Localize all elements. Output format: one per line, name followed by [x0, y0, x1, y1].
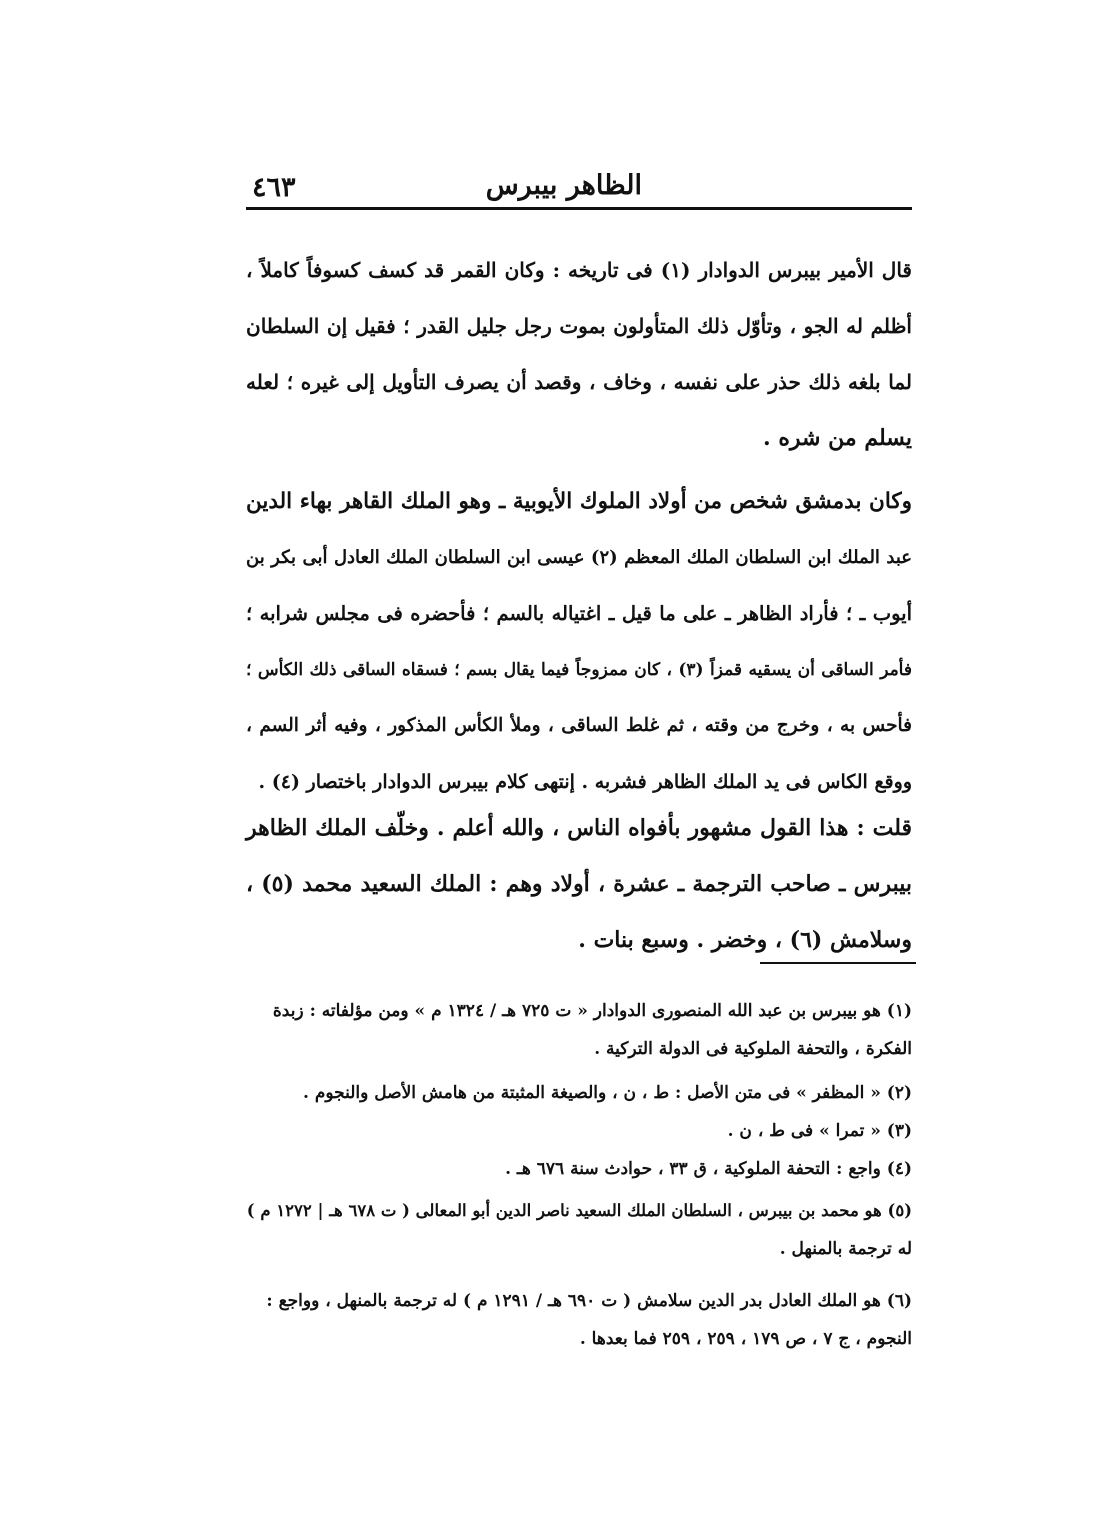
footnote-6: [246, 1282, 912, 1358]
footnote-2: [246, 1074, 912, 1112]
footnote-line: (٣) « تمرا » فى ط ، ن .: [727, 1121, 912, 1141]
footnote-line: (٤) واجع : التحفة الملوكية ، ق ٣٣ ، حوادث سنة ٦٧٦ هـ .: [505, 1159, 912, 1179]
text-line: لما بلغه ذلك حذر على نفسه ، وخاف ، وقصد أن يصرف التأويل إلى غيره ؛ لعله: [246, 370, 912, 394]
footnote-5: [246, 1192, 912, 1268]
text-line: بيبرس ـ صاحب الترجمة ـ عشرة ، أولاد وهم : الملك السعيد محمد (٥) ،: [246, 871, 912, 897]
text-line: أيوب ـ ؛ فأراد الظاهر ـ على ما قيل ـ اغتياله بالسم ؛ فأحضره فى مجلس شرابه ؛: [246, 602, 912, 625]
header-rule: [246, 207, 912, 210]
text-line: ووقع الكاس فى يد الملك الظاهر فشربه . إنتهى كلام بيبرس الدوادار باختصار (٤) .: [258, 771, 912, 793]
footnote-4: [246, 1150, 912, 1188]
footnote-rule: [760, 962, 916, 964]
footnote-3: [246, 1112, 912, 1150]
paragraph-1: [246, 242, 912, 466]
footnote-line: (٦) هو الملك العادل بدر الدين سلامش ( ت ٦٩٠ هـ / ١٢٩١ م ) له ترجمة بالمنهل ، وواجع :: [266, 1291, 912, 1311]
text-line: عبد الملك ابن السلطان الملك المعظم (٢) عيسى ابن السلطان الملك العادل أبى بكر بن: [246, 547, 913, 568]
text-line: قلت : هذا القول مشهور بأفواه الناس ، والله أعلم . وخلّف الملك الظاهر: [246, 815, 912, 841]
footnote-line: له ترجمة بالمنهل .: [779, 1239, 912, 1259]
footnote-line: النجوم ، ج ٧ ، ص ١٧٩ ، ٢٥٩ ، ٢٥٩ فما بعدها .: [579, 1329, 912, 1349]
text-line: فأحس به ، وخرج من وقته ، ثم غلط الساقى ، وملأ الكأس المذكور ، وفيه أثر السم ،: [246, 715, 912, 736]
text-line: قال الأمير بيبرس الدوادار (١) فى تاريخه : وكان القمر قد كسف كسوفاً كاملاً ،: [246, 258, 912, 282]
paragraph-3: [246, 800, 912, 968]
footnote-line: (٥) هو محمد بن بيبرس ، السلطان الملك السعيد ناصر الدين أبو المعالى ( ت ٦٧٨ هـ | ١٢٧٢ م ): [246, 1201, 912, 1220]
footnote-line: الفكرة ، والتحفة الملوكية فى الدولة التركية .: [594, 1039, 912, 1059]
text-line: وكان بدمشق شخص من أولاد الملوك الأيوبية ـ وهو الملك القاهر بهاء الدين: [246, 489, 912, 514]
text-line: وسلامش (٦) ، وخضر . وسبع بنات .: [578, 927, 912, 953]
footnote-1: [246, 992, 912, 1068]
running-head: [246, 168, 912, 208]
page-number: ٤٦٣: [252, 172, 296, 203]
footnote-line: (٢) « المظفر » فى متن الأصل : ط ، ن ، والصيغة المثبتة من هامش الأصل والنجوم .: [303, 1083, 912, 1103]
text-line: أظلم له الجو ، وتأوّل ذلك المتأولون بموت رجل جليل القدر ؛ فقيل إن السلطان: [246, 314, 912, 338]
footnote-line: (١) هو بيبرس بن عبد الله المنصورى الدوادار « ت ٧٢٥ هـ / ١٣٢٤ م » ومن مؤلفاته : زبدة: [272, 1001, 912, 1021]
paragraph-2: [246, 474, 912, 810]
text-line: يسلم من شره .: [763, 425, 912, 451]
text-line: فأمر الساقى أن يسقيه قمزاً (٣) ، كان ممزوجاً فيما يقال بسم ؛ فسقاه الساقى ذلك الكأس ؛: [246, 660, 912, 680]
running-title: الظاهر بيبرس: [485, 170, 642, 201]
